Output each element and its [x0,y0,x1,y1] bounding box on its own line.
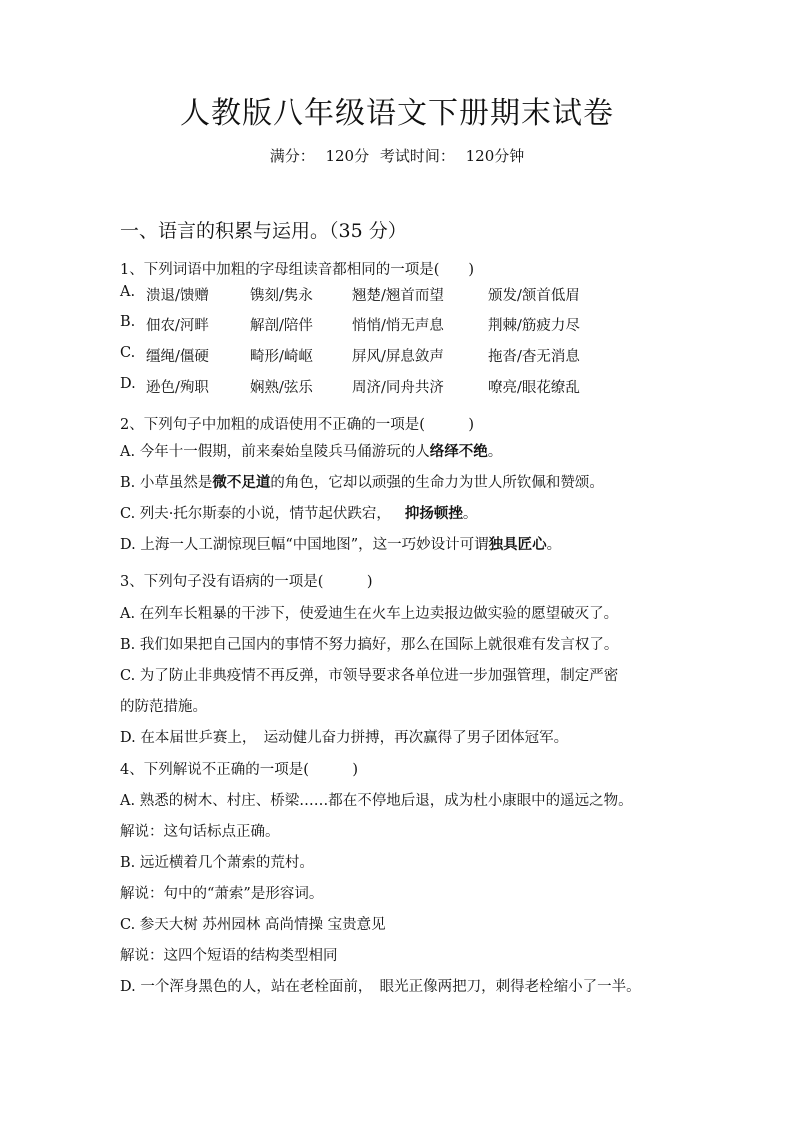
q2-stem: 2、下列句子中加粗的成语使用不正确的一项是( ) [120,417,475,433]
option-letter: C. [120,345,136,361]
page-title: 人教版八年级语文下册期末试卷 [180,96,614,131]
option-word: 颁发/颔首低眉 [488,288,580,304]
q3-option-c-cont: 的防范措施。 [120,699,207,715]
option-word: 嘹亮/眼花缭乱 [488,380,580,396]
option-text: B. 小草虽然是 [120,475,213,491]
option-word: 荆棘/筋疲力尽 [488,318,580,334]
idiom-bold: 微不足道 [212,474,271,491]
q3-option-c: C. 为了防止非典疫情不再反弹，市领导要求各单位进一步加强管理，制定严密 [120,668,619,684]
q2-option-c [120,502,477,523]
option-text: C. 列夫·托尔斯泰的小说，情节起伏跌宕， [120,506,391,522]
option-word: 缰绳/僵硬 [146,349,209,365]
q3-stem: 3、下列句子没有语病的一项是( ) [120,574,373,590]
q4-option-c: C. 参天大树 苏州园林 高尚情操 宝贵意见 [120,917,386,933]
option-word: 逊色/殉职 [146,380,209,396]
option-word: 镌刻/隽永 [250,288,313,304]
q4-option-b: B. 远近横着几个萧索的荒村。 [120,855,314,871]
q4-explanation-c: 解说：这四个短语的结构类型相同 [120,948,338,964]
q4-stem: 4、下列解说不正确的一项是( ) [120,762,359,778]
option-word: 翘楚/翘首而望 [352,288,444,304]
option-word: 佃农/河畔 [146,318,209,334]
option-text: A. 今年十一假期，前来秦始皇陵兵马俑游玩的人 [120,444,430,460]
idiom-bold: 抑扬顿挫 [404,505,463,522]
option-word: 娴熟/弦乐 [250,380,313,396]
option-word: 畸形/崎岖 [250,349,313,365]
q1-stem: 1、下列词语中加粗的字母组读音都相同的一项是( ) [120,262,475,278]
q2-option-d [120,533,561,554]
q2-option-a [120,440,502,461]
q3-option-d: D. 在本届世乒赛上， 运动健儿奋力拼搏，再次赢得了男子团体冠军。 [120,730,569,746]
exam-meta: 满分： 120分 考试时间： 120分钟 [269,147,525,165]
option-text: 。 [487,444,503,460]
q4-option-d: D. 一个浑身黑色的人，站在老栓面前， 眼光正像两把刀，刺得老栓缩小了一半。 [120,979,641,995]
idiom-bold: 独具匠心 [488,536,547,553]
option-word: 悄悄/悄无声息 [352,318,444,334]
q4-explanation-a: 解说：这句话标点正确。 [120,824,280,840]
option-text: 。 [546,537,562,553]
section-heading: 一、语言的积累与运用。（35 分） [120,220,407,242]
q3-option-a: A. 在列车长粗暴的干涉下，使爱迪生在火车上边卖报边做实验的愿望破灭了。 [120,606,619,622]
q4-explanation-b: 解说：句中的“萧索”是形容词。 [120,886,324,902]
option-text: 的角色，它却以顽强的生命力为世人所钦佩和赞颂。 [270,475,604,491]
option-word: 解剖/陪伴 [250,318,313,334]
option-text: D. 上海一人工湖惊现巨幅“中国地图”，这一巧妙设计可谓 [120,537,489,553]
q3-option-b: B. 我们如果把自己国内的事情不努力搞好，那么在国际上就很难有发言权了。 [120,637,619,653]
option-word: 溃退/馈赠 [146,288,209,304]
option-word: 屏风/屏息敛声 [352,349,444,365]
q2-option-b [120,471,604,492]
option-letter: D. [120,376,136,392]
option-word: 拖沓/杳无消息 [488,349,580,365]
q4-option-a: A. 熟悉的树木、村庄、桥梁……都在不停地后退，成为杜小康眼中的遥远之物。 [120,793,633,809]
option-letter: B. [120,314,136,330]
option-word: 周济/同舟共济 [352,380,444,396]
idiom-bold: 络绎不绝 [429,443,488,460]
option-text: 。 [462,506,478,522]
option-letter: A. [120,284,136,300]
